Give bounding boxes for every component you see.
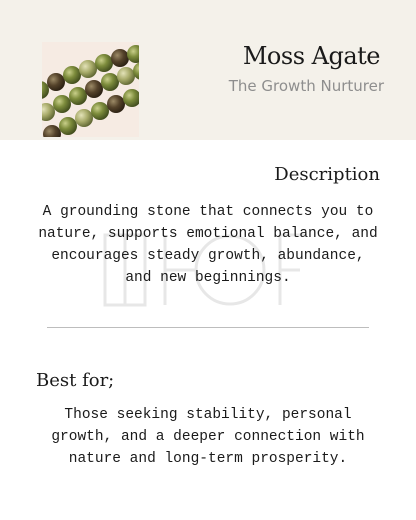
moss-agate-bracelet-icon: [42, 42, 139, 137]
description-text: A grounding stone that connects you to nature, supports emotional balance, and encourages steady growth, abundance, and new beginnings.: [38, 204, 378, 286]
description-heading: Description: [274, 164, 380, 185]
product-title: Moss Agate: [242, 42, 380, 70]
product-photo: [42, 42, 139, 137]
product-subtitle: The Growth Nurturer: [228, 77, 384, 95]
best-for-heading: Best for;: [36, 370, 115, 391]
best-for-text: Those seeking stability, personal growth, and a deeper connection with nature and long-term prosperity.: [51, 407, 365, 467]
section-divider: [47, 327, 369, 328]
